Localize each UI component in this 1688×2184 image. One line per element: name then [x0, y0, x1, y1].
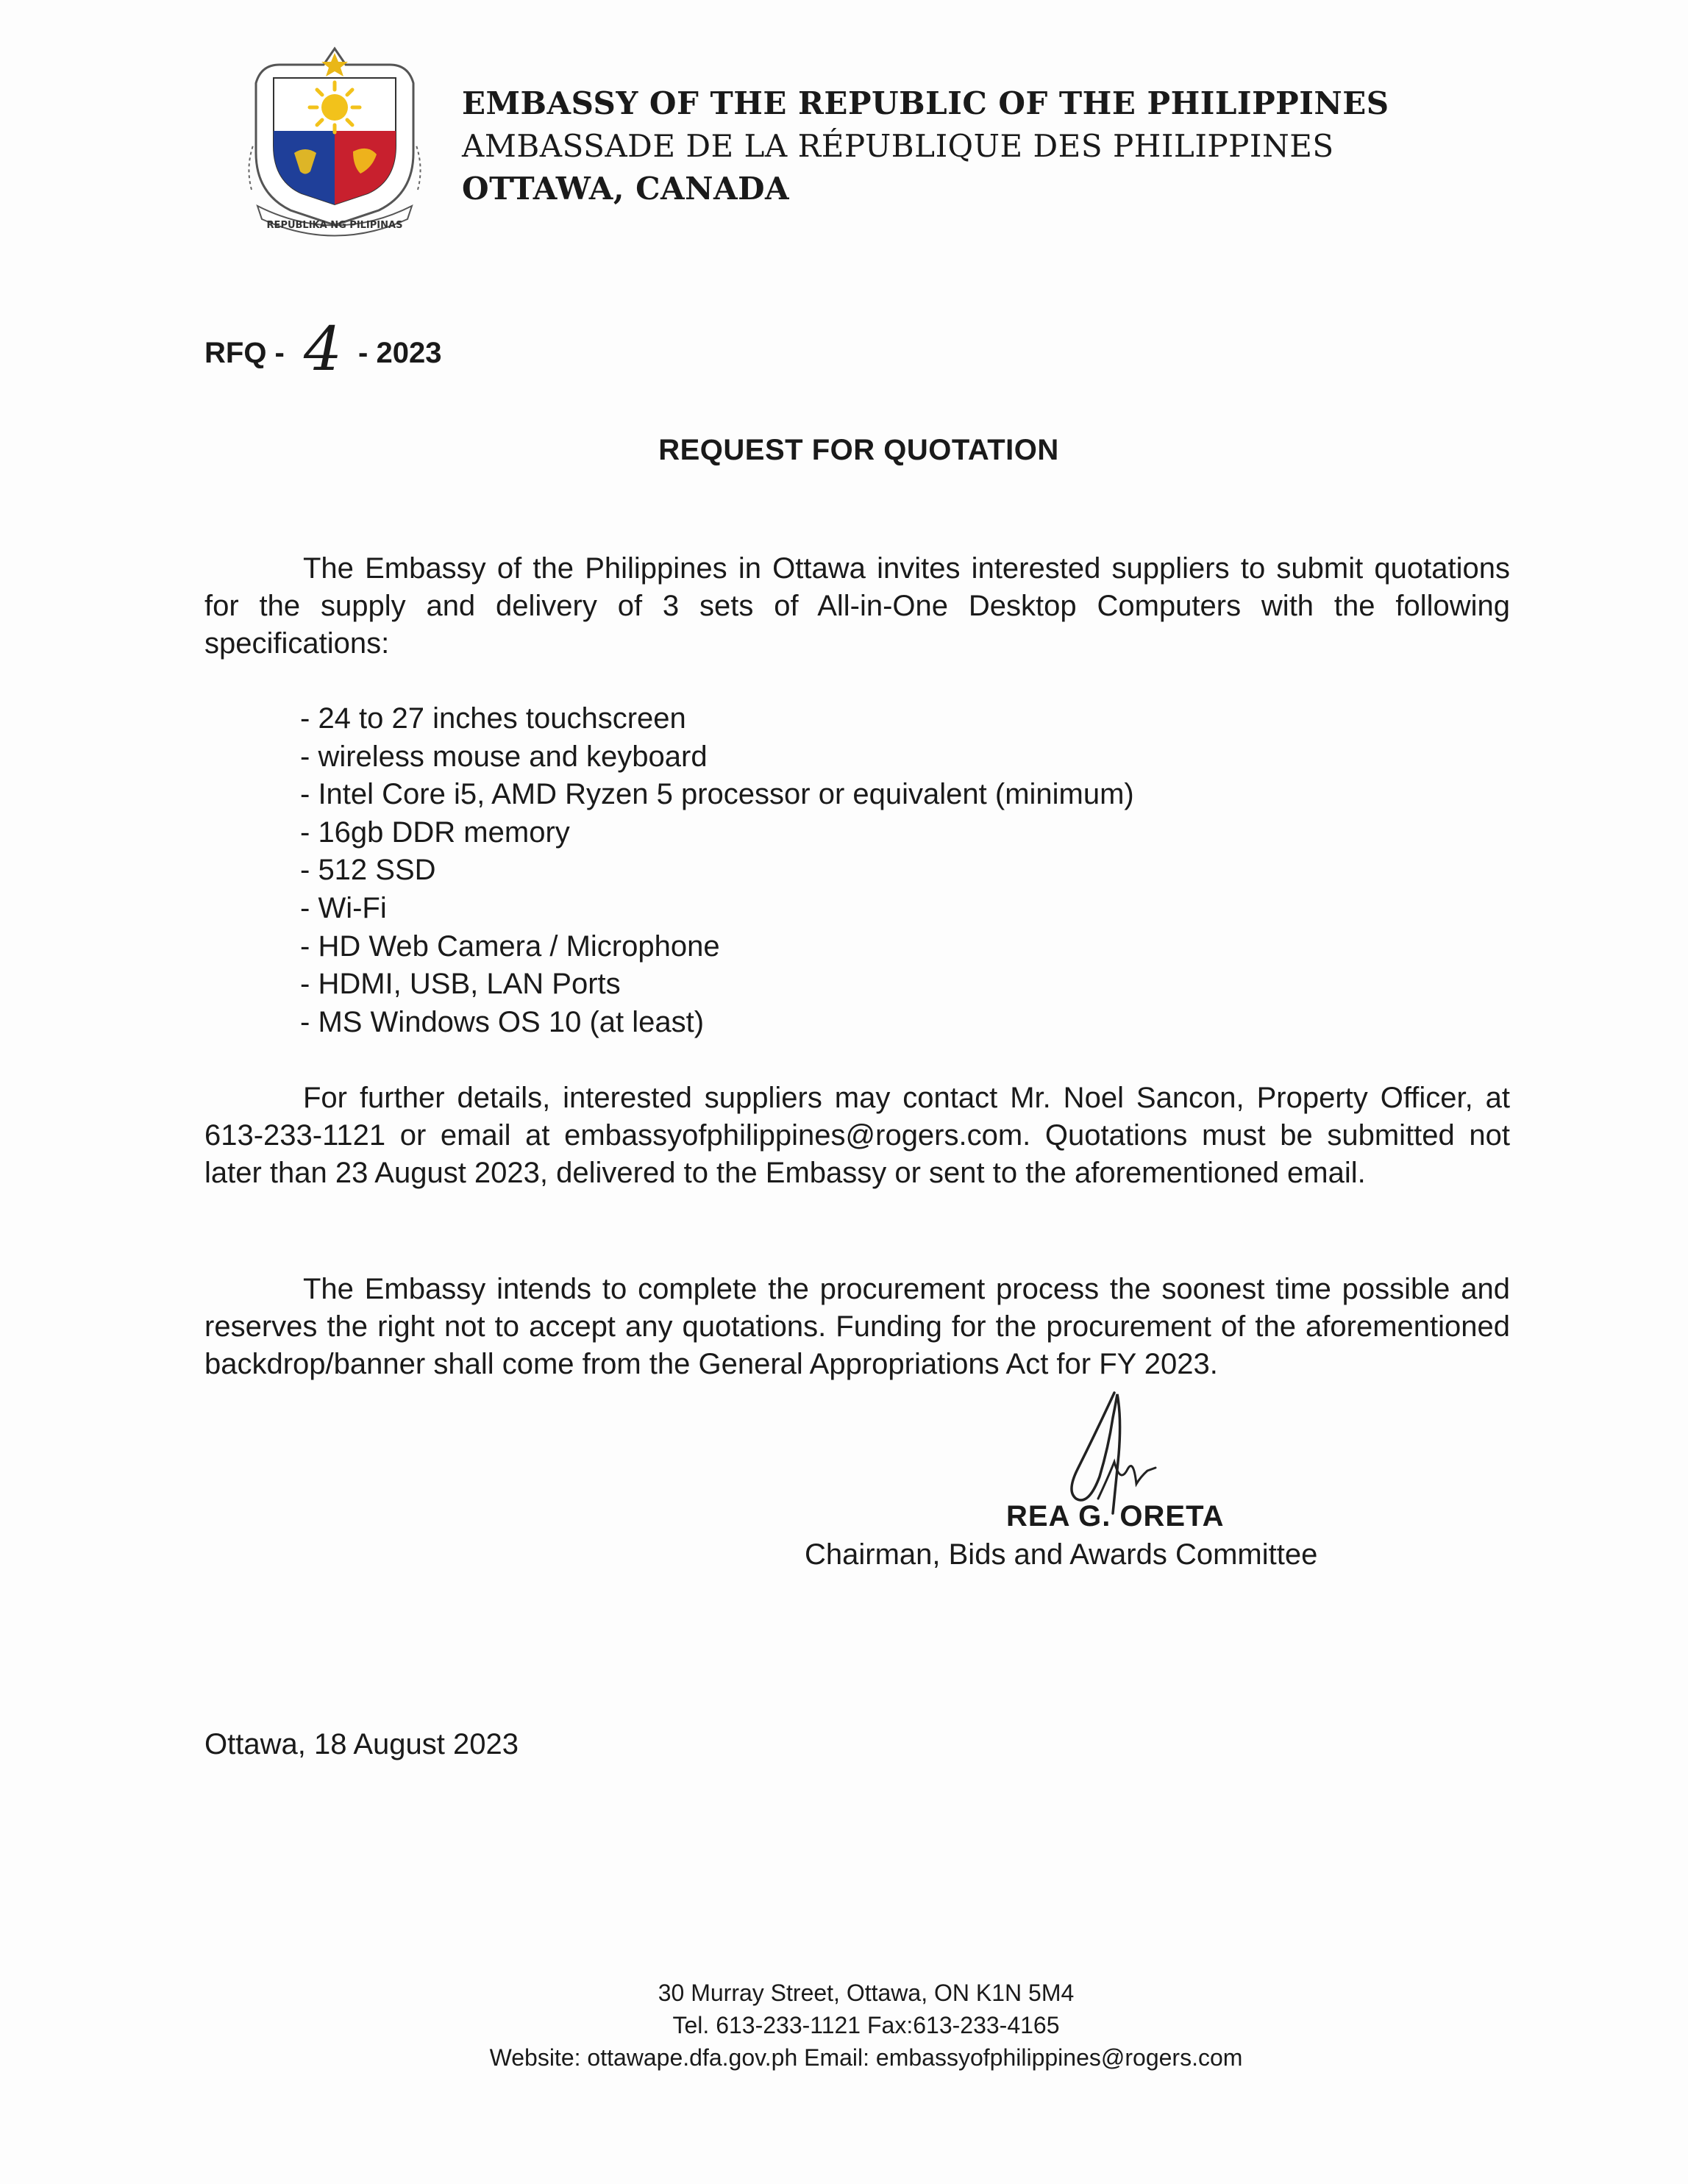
spec-item: - HDMI, USB, LAN Ports [300, 966, 1134, 1004]
letterhead-name-fr: AMBASSADE DE LA RÉPUBLIQUE DES PHILIPPINES [462, 128, 1334, 164]
footer [0, 1977, 1688, 2074]
spec-item: - 512 SSD [300, 852, 1134, 890]
letterhead-location: OTTAWA, CANADA [462, 171, 790, 207]
footer-phone-fax: Tel. 613-233-1121 Fax:613-233-4165 [672, 2012, 1060, 2038]
spec-item: - Wi-Fi [300, 890, 1134, 928]
seal-ribbon-text: REPUBLIKA NG PILIPINAS [266, 220, 403, 231]
letterhead [462, 82, 1389, 210]
document-title: REQUEST FOR QUOTATION [658, 434, 1059, 466]
closing-paragraph: The Embassy intends to complete the procurement process the soonest time possible and reserves the right not to accept any quotations. Funding for the procurement of the aforementioned backdrop/banner shall come from the General Appropriations Act for FY 2023. [204, 1273, 1510, 1380]
intro-paragraph: The Embassy of the Philippines in Ottawa invites interested suppliers to submit quotations for the supply and delivery of 3 sets of All-in-One Desktop Computers with the following specifications: [204, 552, 1510, 660]
specifications-list [300, 700, 1134, 1041]
spec-item: - 24 to 27 inches touchscreen [300, 700, 1134, 738]
spec-item: - Intel Core i5, AMD Ryzen 5 processor or equivalent (minimum) [300, 776, 1134, 814]
spec-item: - wireless mouse and keyboard [300, 738, 1134, 777]
philippine-seal-icon [243, 43, 427, 241]
rfq-prefix: RFQ - [204, 337, 285, 369]
signatory-name: REA G. ORETA [1006, 1500, 1225, 1532]
rfq-year: - 2023 [358, 337, 442, 369]
place-and-date: Ottawa, 18 August 2023 [204, 1728, 519, 1760]
spec-item: - HD Web Camera / Microphone [300, 928, 1134, 966]
signatory-title: Chairman, Bids and Awards Committee [805, 1538, 1318, 1571]
rfq-handwritten-number: 4 [303, 315, 343, 385]
letterhead-name-en: EMBASSY OF THE REPUBLIC OF THE PHILIPPINES [462, 85, 1389, 121]
spec-item: - MS Windows OS 10 (at least) [300, 1004, 1134, 1042]
footer-address: 30 Murray Street, Ottawa, ON K1N 5M4 [658, 1980, 1075, 2006]
contact-paragraph: For further details, interested suppliers may contact Mr. Noel Sancon, Property Officer, at 613-233-1121 or email at embassyofphilippines@rogers.com. Quotations must be submitted not later than 23 August 2023, delivered to the Embassy or sent to the aforementioned email. [204, 1082, 1510, 1189]
rfq-number [204, 307, 442, 385]
spec-item: - 16gb DDR memory [300, 814, 1134, 852]
footer-web-email: Website: ottawape.dfa.gov.ph Email: embassyofphilippines@rogers.com [489, 2044, 1243, 2071]
